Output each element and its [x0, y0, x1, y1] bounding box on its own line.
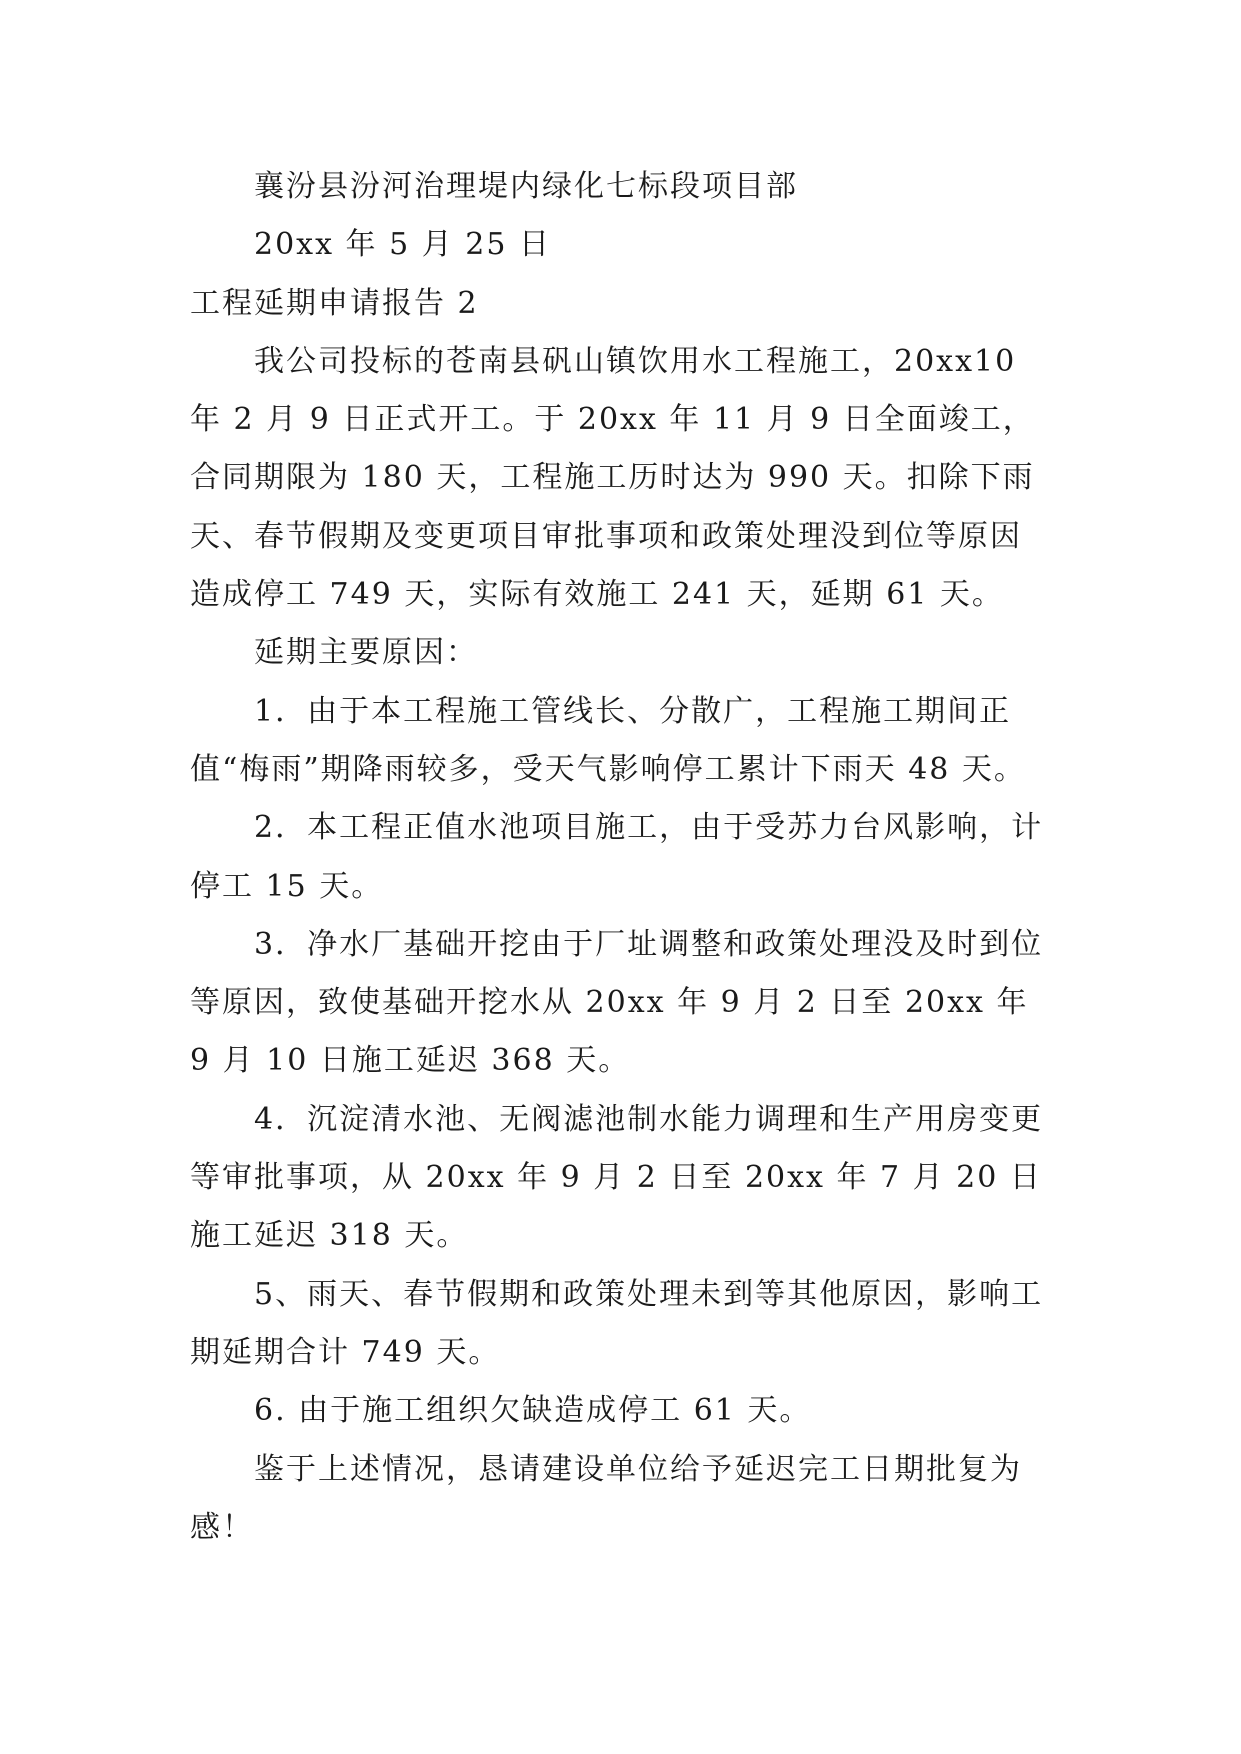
reason-item-6: 6. 由于施工组织欠缺造成停工 61 天。: [254, 1393, 812, 1429]
reason-item-1: 1．由于本工程施工管线长、分散广，工程施工期间正值“梅雨”期降雨较多，受天气影响停工累计下雨天 48 天。: [190, 693, 1026, 787]
reason-item-5: 5、雨天、春节假期和政策处理未到等其他原因，影响工期延期合计 749 天。: [190, 1276, 1044, 1370]
reason-item-4: 4．沉淀清水池、无阀滤池制水能力调理和生产用房变更等审批事项，从 20xx 年 9 月 2 日至 20xx 年 7 月 20 日施工延迟 318 天。: [190, 1101, 1044, 1254]
report-title: 工程延期申请报告 2: [190, 285, 479, 321]
reasons-heading: 延期主要原因：: [254, 635, 478, 671]
signature-org: 襄汾县汾河治理堤内绿化七标段项目部: [254, 169, 798, 204]
reason-item-2: 2．本工程正值水池项目施工，由于受苏力台风影响，计停工 15 天。: [190, 810, 1044, 904]
signature-date: 20xx 年 5 月 25 日: [254, 227, 551, 263]
closing-paragraph: 鉴于上述情况，恳请建设单位给予延迟完工日期批复为感！: [190, 1451, 1022, 1545]
document-body: [190, 158, 1052, 1557]
intro-paragraph: 我公司投标的苍南县矾山镇饮用水工程施工，20xx10 年 2 月 9 日正式开工。于 20xx 年 11 月 9 日全面竣工，合同期限为 180 天，工程施工历时达为 990 天。扣除下雨天、春节假期及变更项目审批事项和政策处理没到位等原因造成停工 749 天，实际有效施工 241 天，延期 61 天。: [190, 343, 1035, 613]
reason-item-3: 3．净水厂基础开挖由于厂址调整和政策处理没及时到位等原因，致使基础开挖水从 20xx 年 9 月 2 日至 20xx 年 9 月 10 日施工延迟 368 天。: [190, 926, 1044, 1079]
